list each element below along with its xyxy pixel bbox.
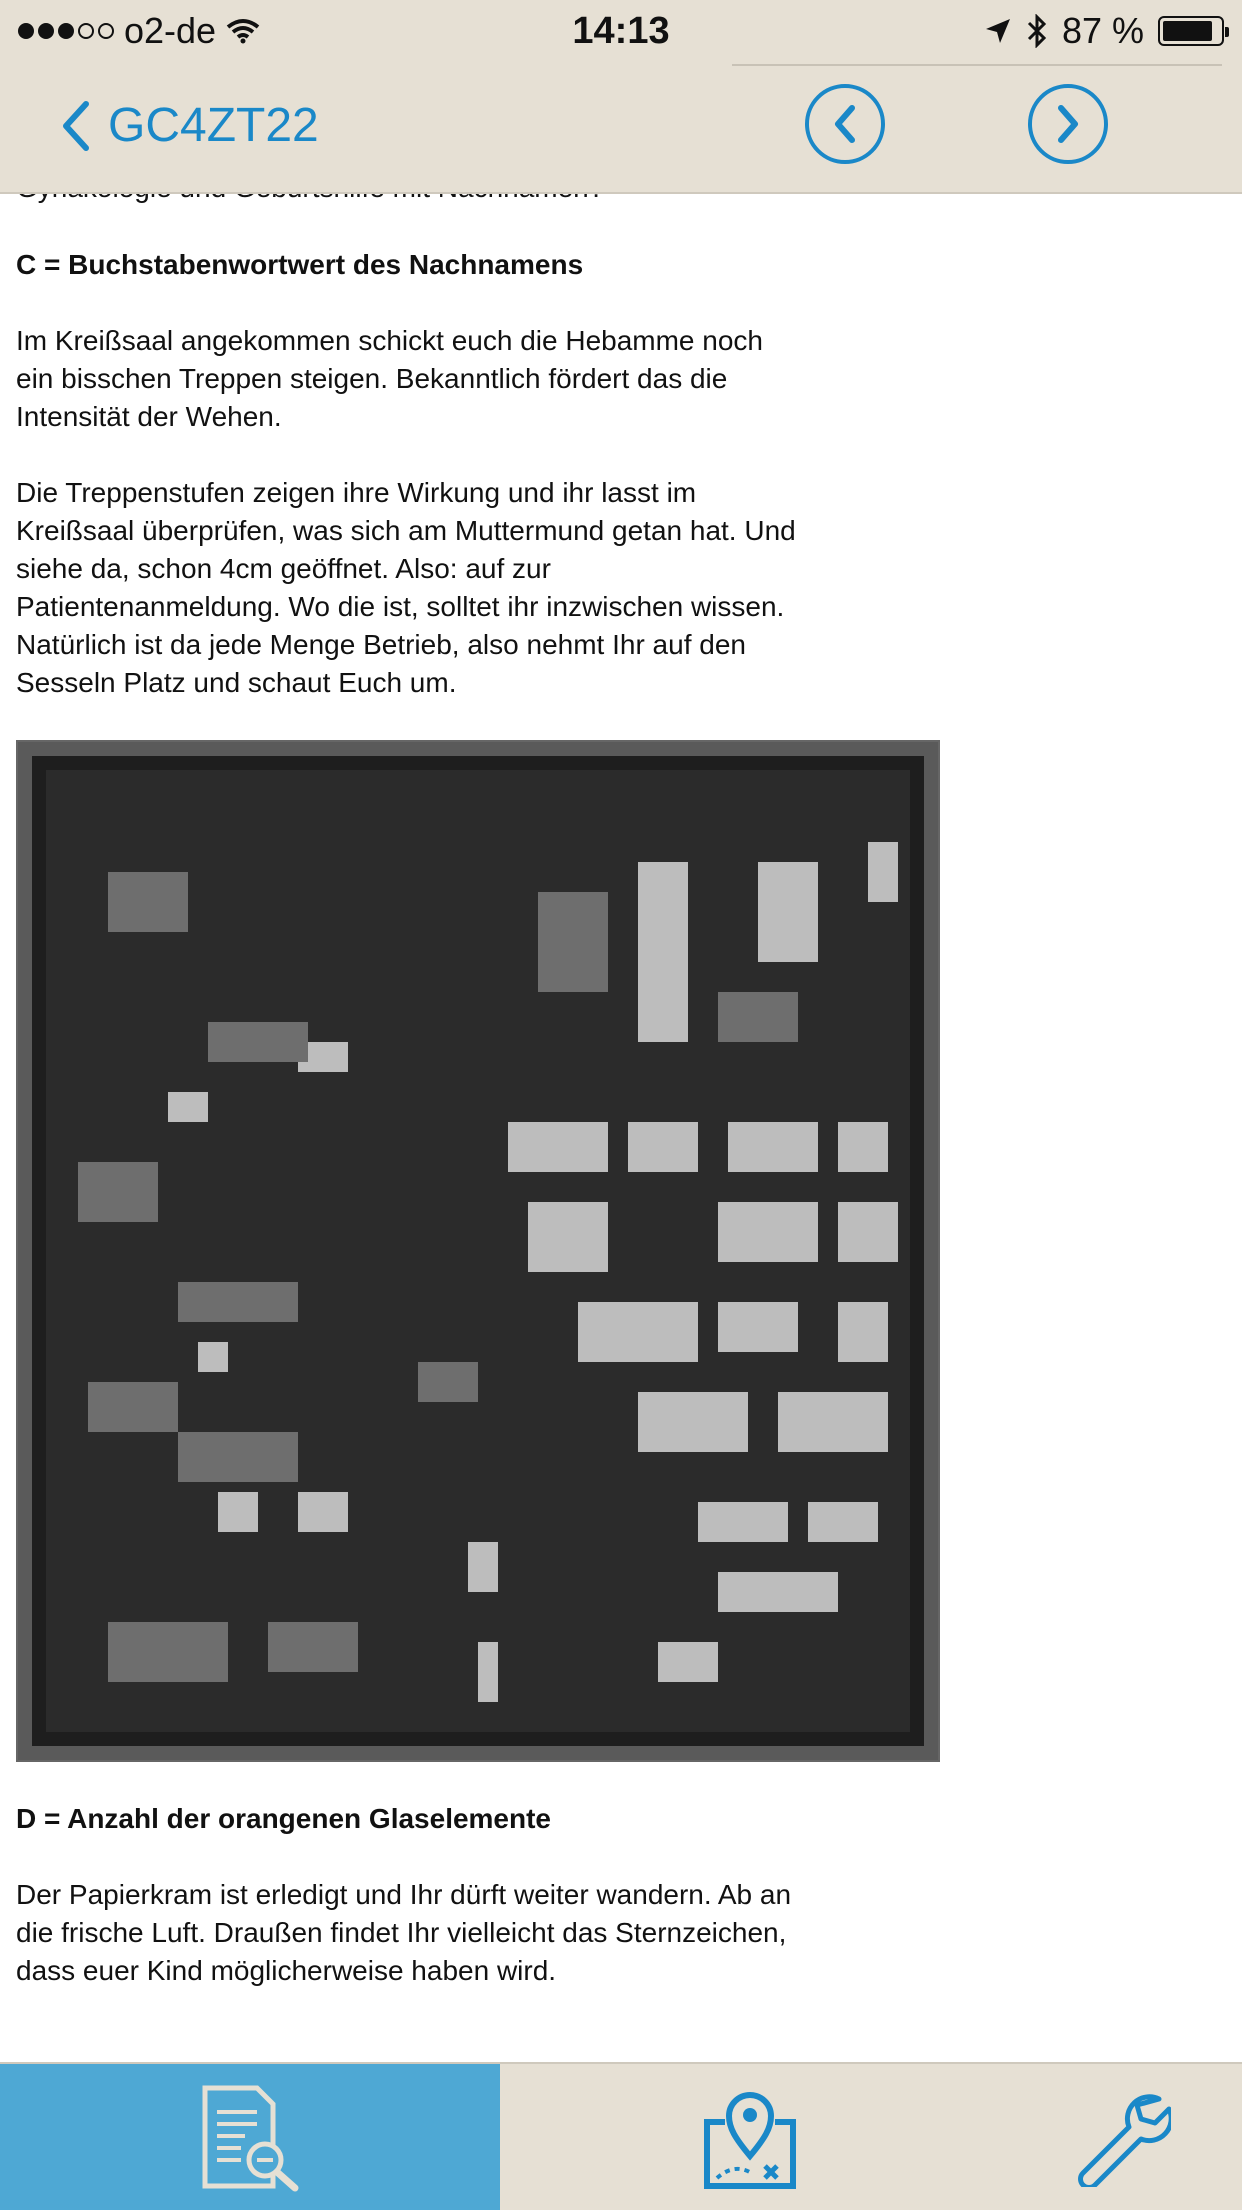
tab-tools[interactable] (1000, 2064, 1242, 2210)
battery-percent: 87 % (1061, 10, 1144, 51)
status-divider (732, 64, 1222, 66)
next-button[interactable] (1028, 84, 1108, 164)
paragraph-3: Der Papierkram ist erledigt und Ihr dürft weiter wandern. Ab an die frische Luft. Draußen findet Ihr vielleicht das Sternzeichen, dass euer Kind möglicherweise haben wird. (16, 1879, 792, 1986)
heading-c: C = Buchstabenwortwert des Nachnamens (16, 249, 584, 280)
navigation-bar (0, 62, 1242, 194)
back-label: GC4ZT22 (108, 99, 319, 152)
previous-button[interactable] (805, 84, 885, 164)
back-button[interactable] (60, 98, 319, 153)
chevron-left-circle-icon (830, 104, 860, 144)
tab-bar (0, 2062, 1242, 2210)
location-arrow-icon (984, 17, 1012, 45)
tab-description[interactable] (0, 2064, 500, 2210)
map-pin-icon (695, 2082, 805, 2192)
chevron-left-icon (60, 100, 90, 152)
carrier-label: o2-de (124, 10, 217, 51)
chevron-right-circle-icon (1053, 104, 1083, 144)
paragraph-1: Im Kreißsaal angekommen schickt euch die Hebamme noch ein bisschen Treppen steigen. Bekanntlich fördert das die Intensität der Wehen. (16, 325, 764, 432)
glass-artwork-photo (16, 740, 940, 1762)
bluetooth-icon (1026, 14, 1048, 48)
clock: 14:13 (572, 10, 670, 52)
battery-icon (1158, 16, 1224, 46)
paragraph-2: Die Treppenstufen zeigen ihre Wirkung und ihr lasst im Kreißsaal überprüfen, was sich am Muttermund getan hat. Und siehe da, schon 4cm geöffnet. Also: auf zur Patientenanmeldung. Wo die ist, solltet ihr inzwischen wissen. Natürlich ist da jede Menge Betrieb, also nehmt Ihr auf den Sesseln Platz und schaut Euch um. (16, 477, 796, 698)
status-right (984, 10, 1224, 52)
heading-d: D = Anzahl der orangenen Glaselemente (16, 1803, 552, 1834)
tab-map[interactable] (500, 2064, 1000, 2210)
wrench-icon (1071, 2087, 1171, 2187)
status-bar (0, 0, 1242, 62)
cache-description (16, 192, 796, 2028)
document-search-icon (195, 2082, 305, 2192)
